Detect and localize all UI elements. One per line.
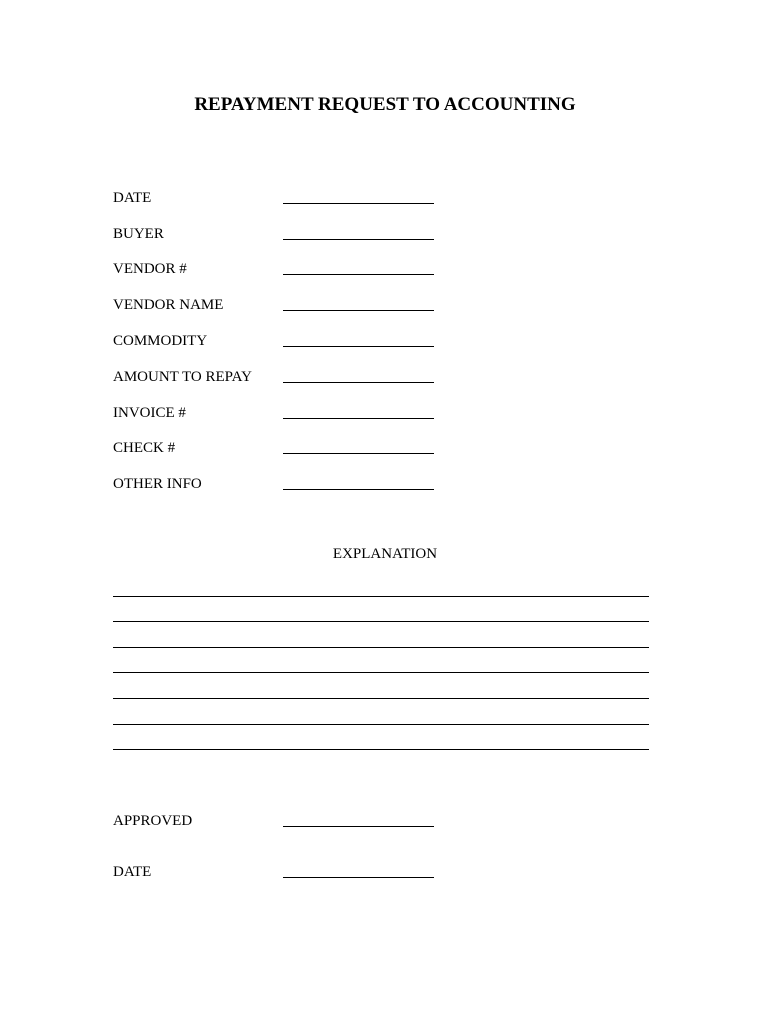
field-label-date: DATE xyxy=(113,190,152,206)
field-label-check-number: CHECK # xyxy=(113,440,176,456)
approved-line[interactable] xyxy=(283,826,434,827)
field-label-commodity: COMMODITY xyxy=(113,333,208,349)
explanation-line-6[interactable] xyxy=(113,724,649,725)
signoff-date-label: DATE xyxy=(113,864,152,880)
explanation-line-1[interactable] xyxy=(113,596,649,597)
form-title: REPAYMENT REQUEST TO ACCOUNTING xyxy=(194,94,576,115)
field-line-other-info[interactable] xyxy=(283,489,434,490)
field-line-invoice-number[interactable] xyxy=(283,418,434,419)
explanation-line-5[interactable] xyxy=(113,698,649,699)
field-label-buyer: BUYER xyxy=(113,226,164,242)
field-line-amount-to-repay[interactable] xyxy=(283,382,434,383)
field-line-vendor-name[interactable] xyxy=(283,310,434,311)
field-line-vendor-number[interactable] xyxy=(283,274,434,275)
field-label-vendor-number: VENDOR # xyxy=(113,261,187,277)
explanation-line-2[interactable] xyxy=(113,621,649,622)
field-line-check-number[interactable] xyxy=(283,453,434,454)
explanation-line-4[interactable] xyxy=(113,672,649,673)
approved-label: APPROVED xyxy=(113,813,193,829)
explanation-line-3[interactable] xyxy=(113,647,649,648)
explanation-heading: EXPLANATION xyxy=(332,546,438,562)
field-label-vendor-name: VENDOR NAME xyxy=(113,297,224,313)
field-line-buyer[interactable] xyxy=(283,239,434,240)
field-label-invoice-number: INVOICE # xyxy=(113,405,186,421)
field-label-other-info: OTHER INFO xyxy=(113,476,202,492)
field-line-date[interactable] xyxy=(283,203,434,204)
field-line-commodity[interactable] xyxy=(283,346,434,347)
signoff-date-line[interactable] xyxy=(283,877,434,878)
explanation-line-7[interactable] xyxy=(113,749,649,750)
field-label-amount-to-repay: AMOUNT TO REPAY xyxy=(113,369,252,385)
